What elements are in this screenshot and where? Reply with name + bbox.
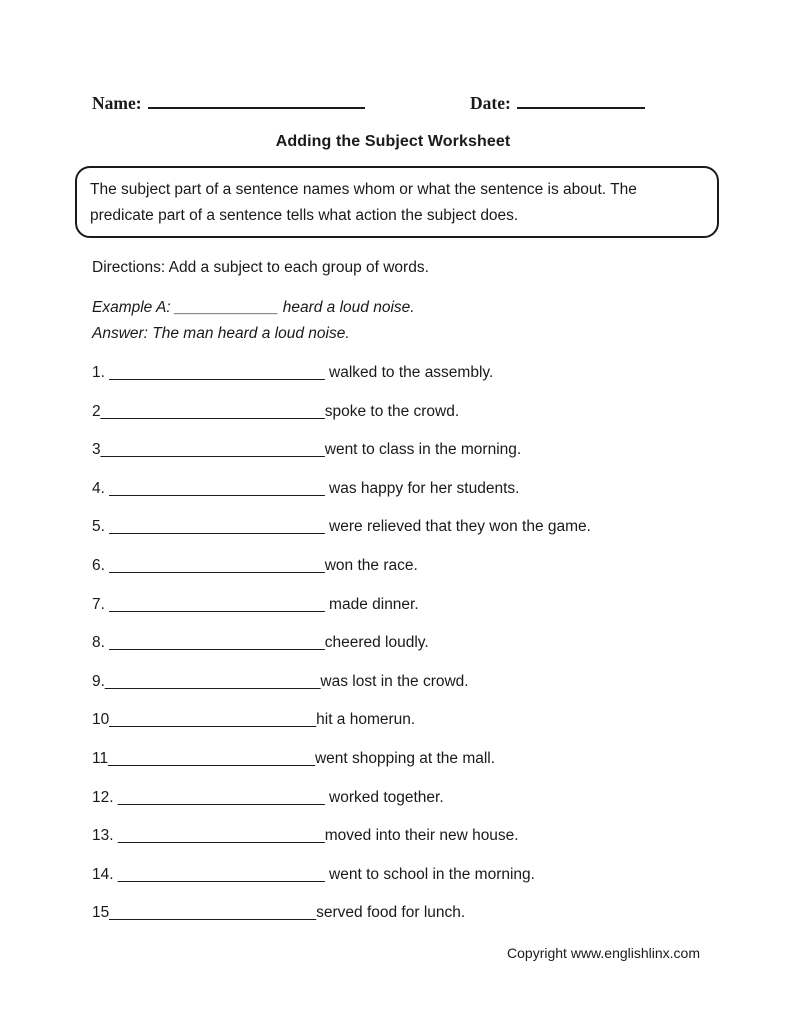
worksheet-item: 6. _________________________won the race. xyxy=(92,556,418,574)
page-title: Adding the Subject Worksheet xyxy=(275,133,511,150)
worksheet-item: 14. ________________________ went to school in the morning. xyxy=(92,865,535,883)
worksheet-item: 8. _________________________cheered loudly. xyxy=(92,634,429,652)
name-blank-line xyxy=(148,90,365,109)
example-line: Example A: ____________ heard a loud noise. xyxy=(92,299,415,316)
worksheet-items xyxy=(92,363,732,942)
directions-text: Directions: Add a subject to each group of words. xyxy=(92,259,429,276)
name-field-group xyxy=(92,90,365,114)
worksheet-item: 12. ________________________ worked together. xyxy=(92,788,444,806)
worksheet-item: 4. _________________________ was happy for her students. xyxy=(92,479,520,497)
name-label: Name: xyxy=(92,93,142,113)
date-field-group xyxy=(470,90,645,114)
date-blank-line xyxy=(517,90,645,109)
copyright-text: Copyright www.englishlinx.com xyxy=(507,945,700,961)
worksheet-item: 1. _________________________ walked to the assembly. xyxy=(92,364,494,381)
worksheet-item: 3__________________________went to class in the morning. xyxy=(92,441,522,459)
date-label: Date: xyxy=(470,93,511,113)
worksheet-item: 9._________________________was lost in the crowd. xyxy=(92,672,469,690)
worksheet-item: 7. _________________________ made dinner. xyxy=(92,595,419,613)
header-row xyxy=(0,90,786,116)
worksheet-item: 11________________________went shopping at the mall. xyxy=(92,749,496,767)
answer-line: Answer: The man heard a loud noise. xyxy=(92,325,350,342)
worksheet-item: 13. ________________________moved into their new house. xyxy=(92,827,519,845)
worksheet-item: 15________________________served food for lunch. xyxy=(92,904,466,922)
definition-box xyxy=(75,166,719,238)
worksheet-item: 10________________________hit a homerun. xyxy=(92,711,416,729)
worksheet-item: 2__________________________spoke to the crowd. xyxy=(92,402,460,420)
worksheet-item: 5. _________________________ were relieved that they won the game. xyxy=(92,518,591,536)
definition-text: The subject part of a sentence names whom or what the sentence is about. The predicate part of a sentence tells what action the subject does. xyxy=(90,181,637,224)
